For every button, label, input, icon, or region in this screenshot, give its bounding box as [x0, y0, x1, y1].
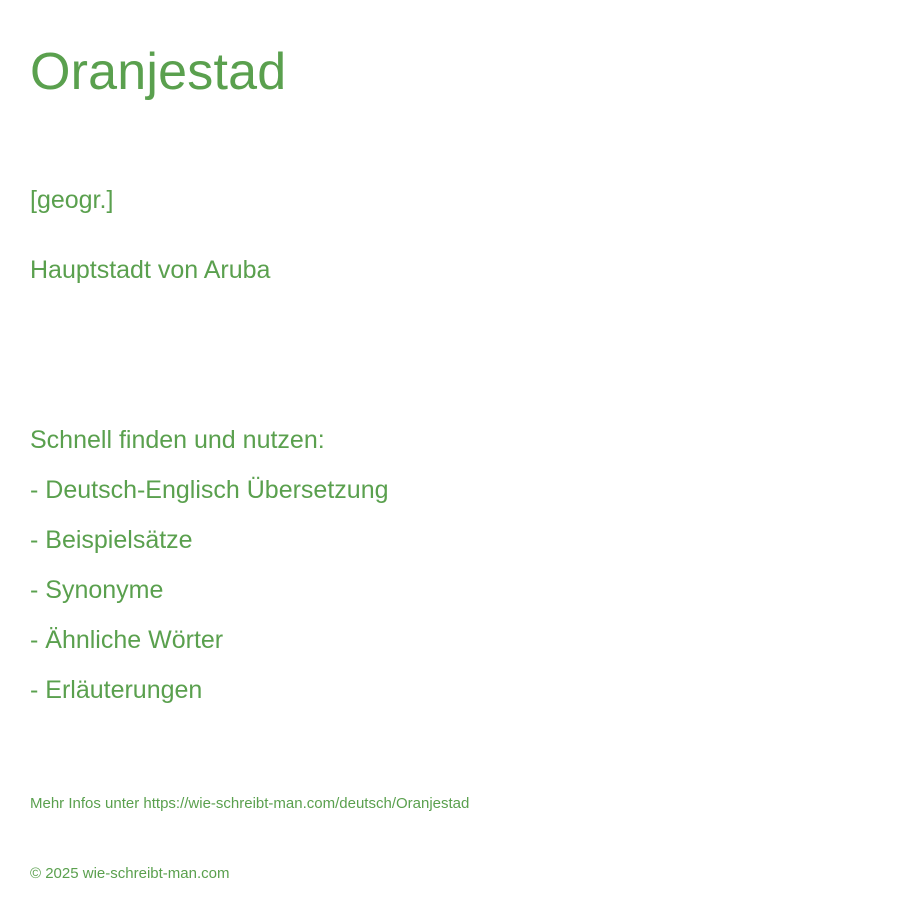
quick-link-similar-words: - Ähnliche Wörter [30, 626, 224, 654]
quick-link-example-sentences: - Beispielsätze [30, 526, 193, 554]
quick-links-list [30, 473, 389, 723]
quick-links-heading: Schnell finden und nutzen: [30, 426, 325, 454]
more-info-text: Mehr Infos unter https://wie-schreibt-man.com/deutsch/Oranjestad [30, 795, 470, 812]
quick-link-translation: - Deutsch-Englisch Übersetzung [30, 476, 389, 504]
quick-link-explanations: - Erläuterungen [30, 676, 203, 704]
category-tag: [geogr.] [30, 186, 114, 214]
page-title: Oranjestad [30, 43, 287, 101]
definition-text: Hauptstadt von Aruba [30, 256, 271, 284]
copyright-text: © 2025 wie-schreibt-man.com [30, 865, 230, 882]
quick-link-synonyms: - Synonyme [30, 576, 164, 604]
